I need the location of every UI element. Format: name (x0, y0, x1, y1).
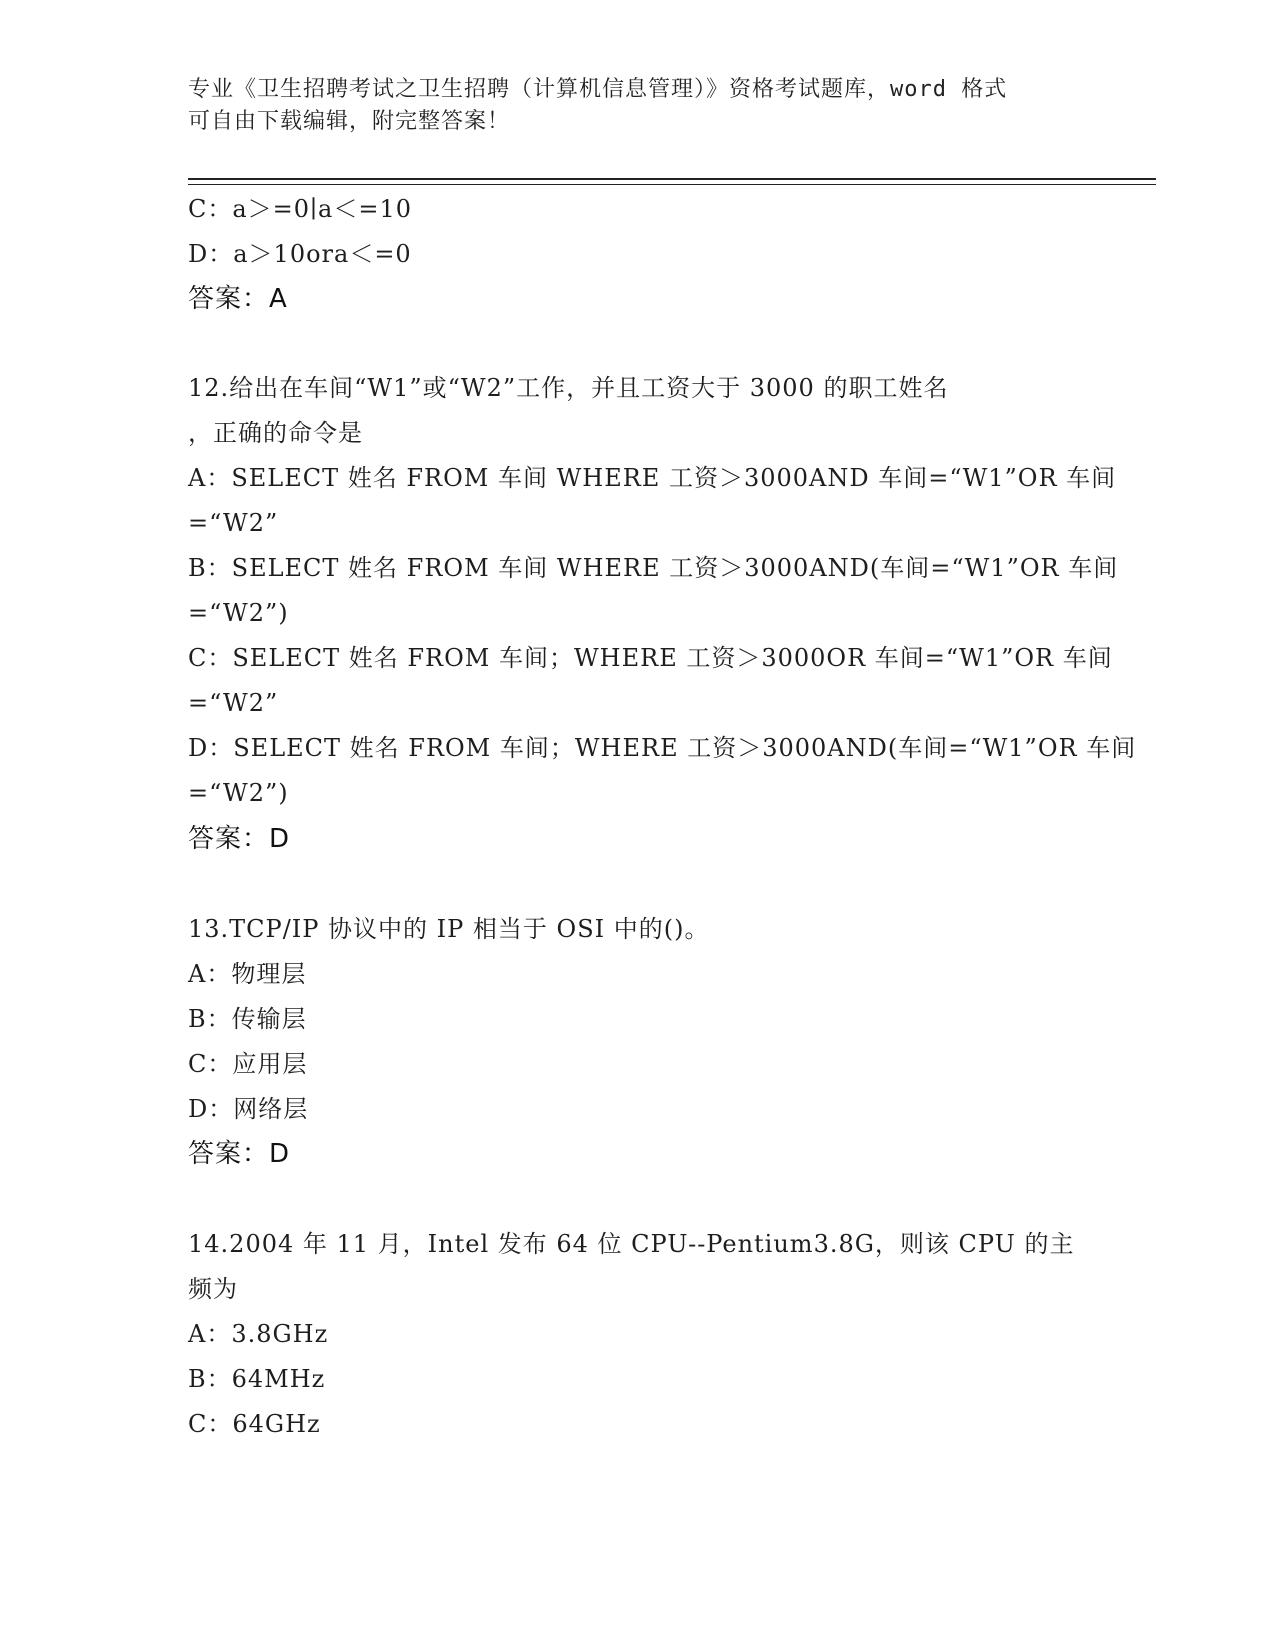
q12-option-d-line-1: D：SELECT 姓名 FROM 车间；WHERE 工资＞3000AND(车间=“W1”OR 车间 (188, 734, 1137, 762)
q13-option-d: D：网络层 (188, 1095, 309, 1123)
header-divider-thick (188, 178, 1156, 180)
q12-option-b-line-2: =“W2”) (188, 599, 289, 627)
q12-answer: 答案：D (188, 824, 291, 854)
q12-option-d-line-2: =“W2”) (188, 779, 289, 807)
document-header (188, 74, 1088, 138)
header-line-2: 可自由下载编辑，附完整答案！ (188, 109, 511, 134)
q12-option-a-line-1: A：SELECT 姓名 FROM 车间 WHERE 工资＞3000AND 车间=“W1”OR 车间 (188, 464, 1117, 492)
q12-stem-line-2: ，正确的命令是 (188, 419, 363, 447)
q14-option-c: C：64GHz (188, 1410, 321, 1438)
q13-option-a: A：物理层 (188, 960, 307, 988)
q13-answer: 答案：D (188, 1139, 291, 1169)
q12-stem-line-1: 12.给出在车间“W1”或“W2”工作，并且工资大于 3000 的职工姓名 (188, 374, 949, 402)
q11-option-c: C：a＞=0∣a＜=10 (188, 195, 412, 223)
q12-option-a-line-2: =“W2” (188, 509, 279, 537)
q11-option-d: D：a＞10ora＜=0 (188, 240, 412, 268)
q14-option-a: A：3.8GHz (188, 1320, 329, 1348)
q14-option-b: B：64MHz (188, 1365, 326, 1393)
q12-option-c-line-1: C：SELECT 姓名 FROM 车间；WHERE 工资＞3000OR 车间=“W1”OR 车间 (188, 644, 1113, 672)
q13-stem: 13.TCP/IP 协议中的 IP 相当于 OSI 中的()。 (188, 915, 710, 943)
q12-option-b-line-1: B：SELECT 姓名 FROM 车间 WHERE 工资＞3000AND(车间=“W1”OR 车间 (188, 554, 1119, 582)
q12-option-c-line-2: =“W2” (188, 689, 279, 717)
q14-stem-line-1: 14.2004 年 11 月，Intel 发布 64 位 CPU--Pentium3.8G，则该 CPU 的主 (188, 1230, 1075, 1258)
header-divider-thin (188, 184, 1156, 185)
q13-option-c: C：应用层 (188, 1050, 308, 1078)
q13-option-b: B：传输层 (188, 1005, 307, 1033)
q14-stem-line-2: 频为 (188, 1275, 238, 1303)
header-line-1: 专业《卫生招聘考试之卫生招聘（计算机信息管理）》资格考试题库，word 格式 (188, 77, 1008, 102)
q11-answer: 答案：A (188, 284, 288, 314)
